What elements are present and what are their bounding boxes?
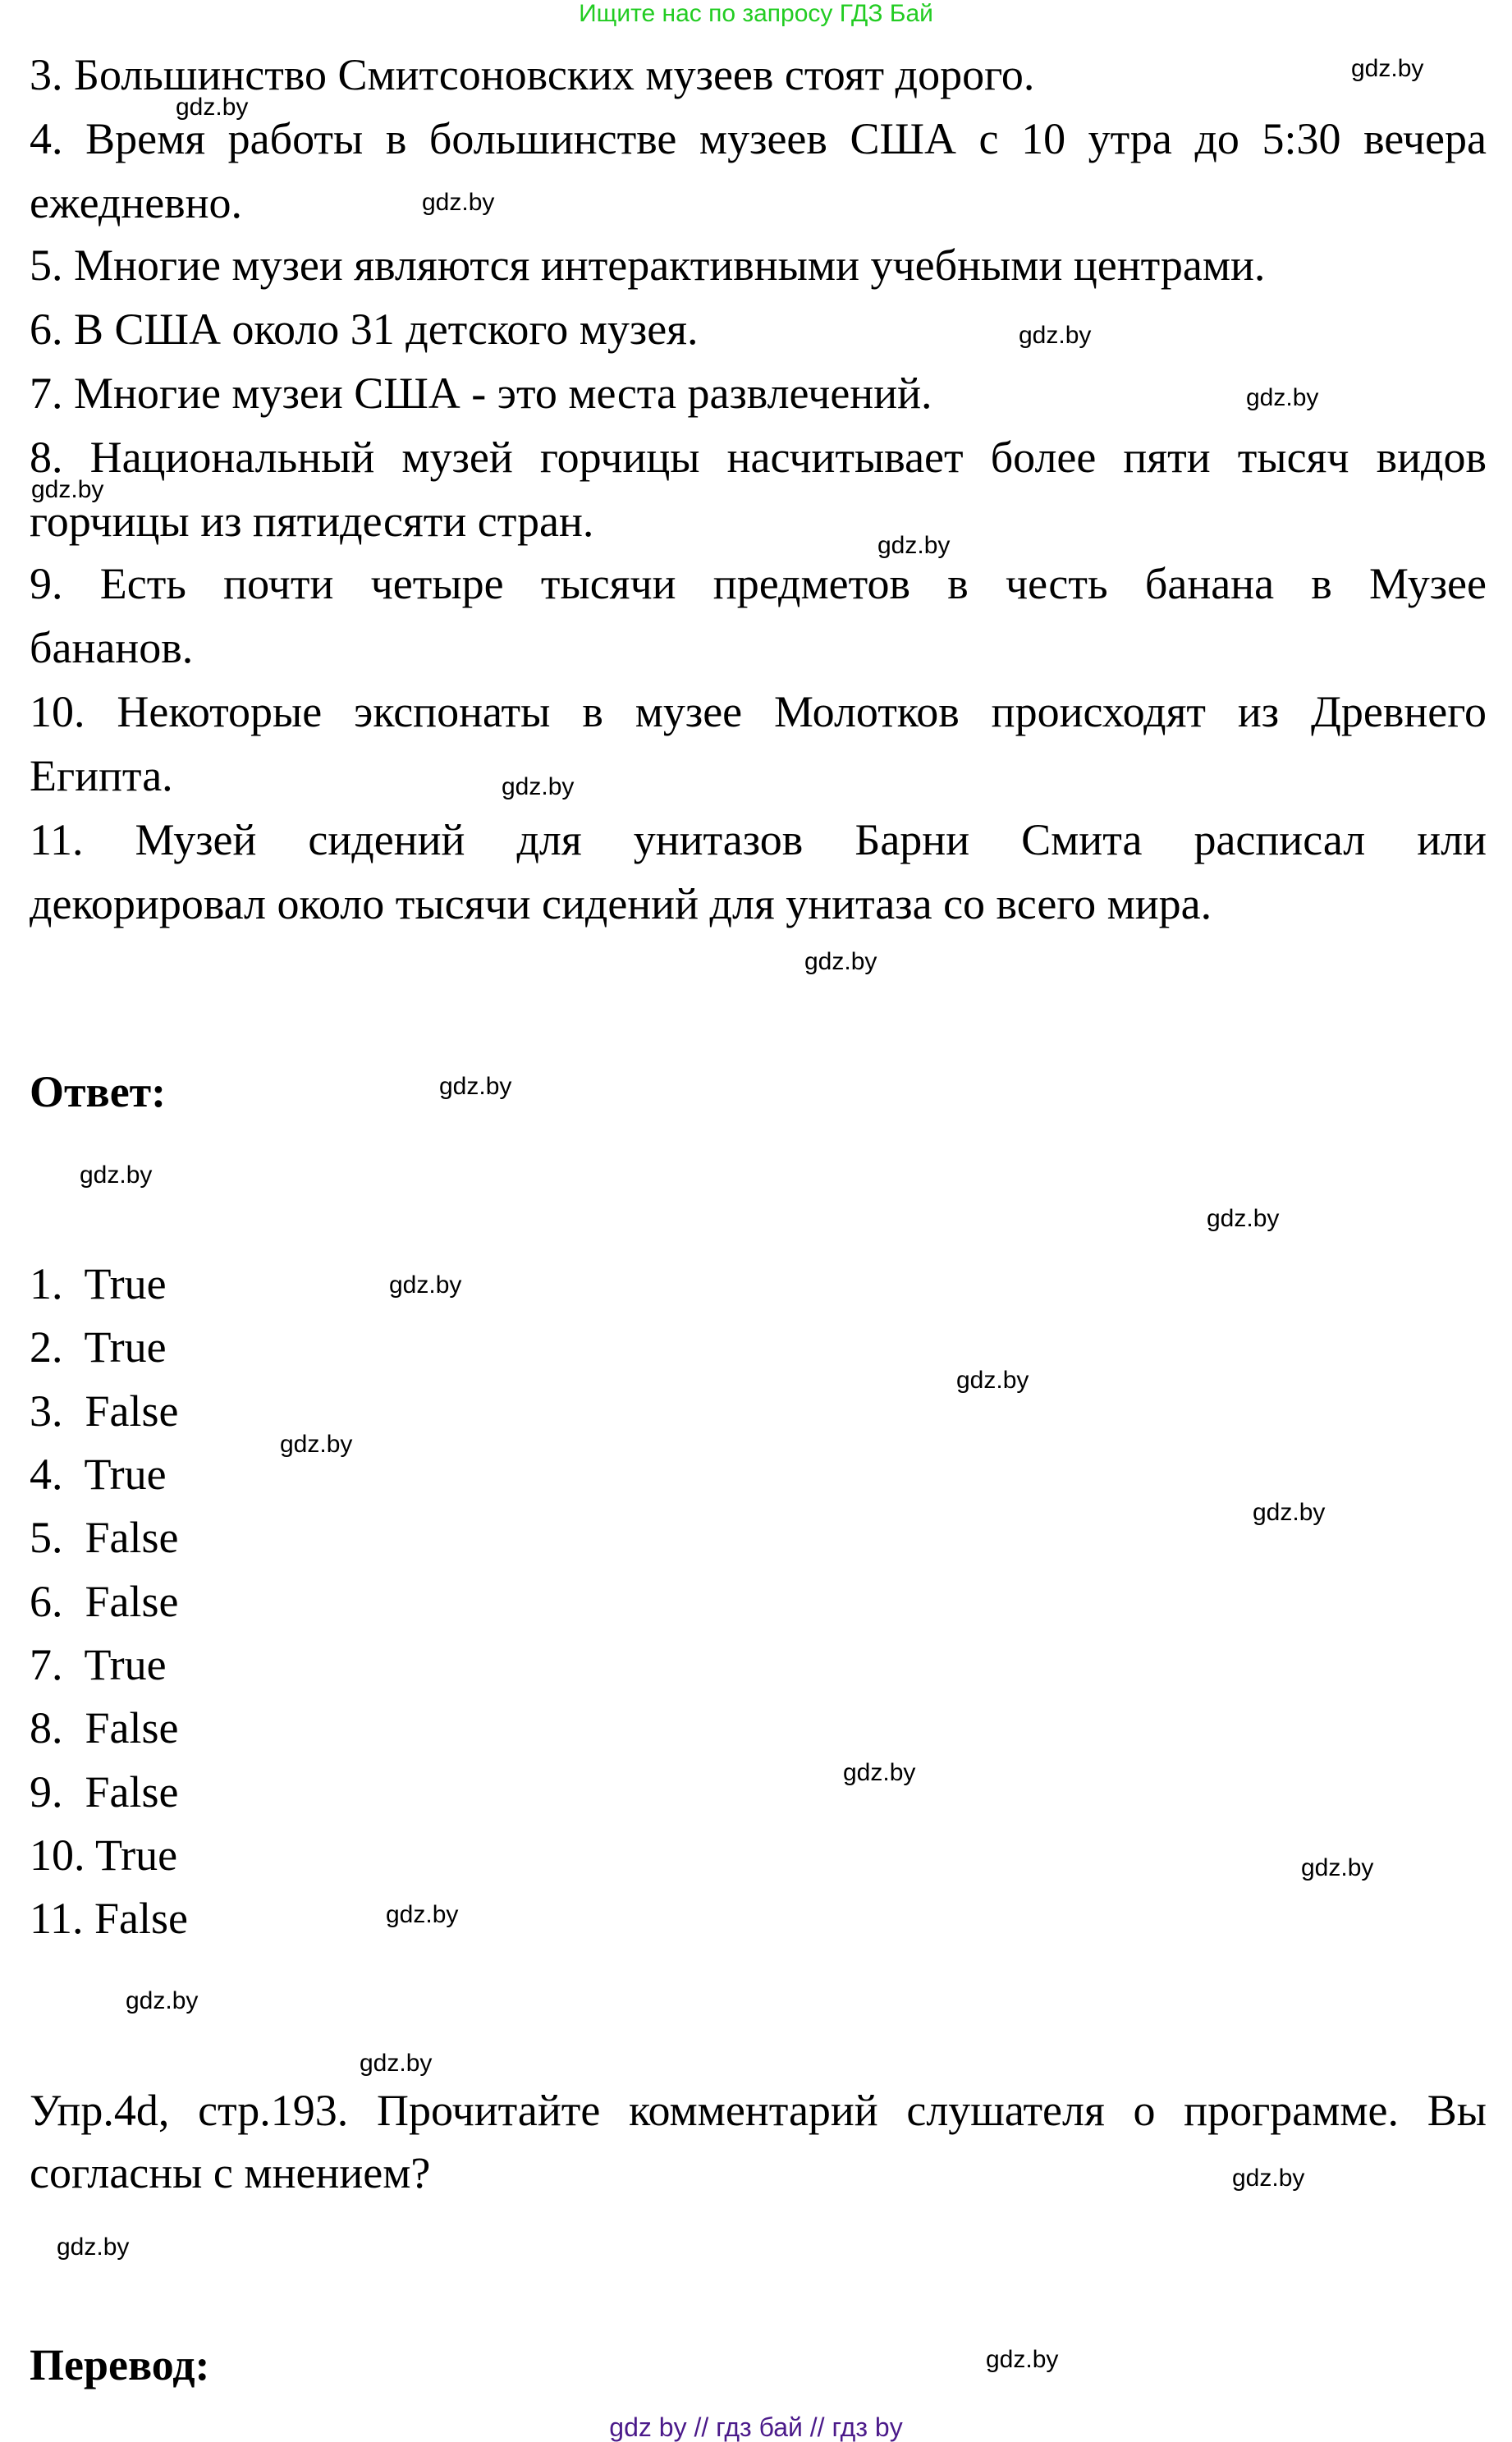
statement-line: горчицы из пятидесяти стран.	[30, 497, 594, 546]
search-banner[interactable]: Ищите нас по запросу ГДЗ Бай	[579, 0, 933, 27]
translation-heading: Перевод:	[30, 2340, 210, 2389]
watermark: gdz.by	[1301, 1854, 1374, 1881]
statement-line: 8. Национальный музей горчицы насчитывает более пяти тысяч видов	[30, 433, 1487, 482]
statement-line: 11. Музей сидений для унитазов Барни Смита расписал или	[30, 815, 1487, 864]
watermark: gdz.by	[502, 773, 575, 800]
watermark: gdz.by	[1246, 384, 1319, 411]
statement-line: 10. Некоторые экспонаты в музее Молотков происходят из Древнего	[30, 687, 1487, 736]
answer-item: 7. True	[30, 1640, 167, 1689]
footer-links[interactable]: gdz by // гдз бай // гдз by	[609, 2412, 903, 2442]
watermark: gdz.by	[877, 532, 951, 559]
watermark: gdz.by	[1232, 2165, 1305, 2192]
answer-item: 8. False	[30, 1703, 179, 1752]
answer-item: 6. False	[30, 1577, 179, 1626]
watermark: gdz.by	[956, 1367, 1029, 1394]
exercise-line: согласны с мнением?	[30, 2148, 431, 2197]
watermark: gdz.by	[1207, 1205, 1280, 1232]
answer-item: 2. True	[30, 1322, 167, 1372]
watermark: gdz.by	[80, 1161, 153, 1189]
statement-line: бананов.	[30, 623, 194, 672]
answer-item: 11. False	[30, 1894, 188, 1943]
answer-item: 4. True	[30, 1450, 167, 1499]
statement-line: Египта.	[30, 751, 173, 800]
watermark: gdz.by	[422, 189, 495, 216]
watermark: gdz.by	[360, 2050, 433, 2077]
statement-line: 9. Есть почти четыре тысячи предметов в честь банана в Музее	[30, 559, 1487, 608]
watermark: gdz.by	[439, 1073, 512, 1100]
watermark: gdz.by	[1253, 1499, 1326, 1526]
watermark: gdz.by	[804, 948, 877, 975]
answer-item: 10. True	[30, 1830, 178, 1880]
answer-item: 1. True	[30, 1259, 167, 1308]
statement-line: ежедневно.	[30, 178, 243, 227]
answer-item: 3. False	[30, 1386, 179, 1436]
statement-line: декорировал около тысячи сидений для унитаза со всего мира.	[30, 879, 1212, 928]
watermark: gdz.by	[1351, 55, 1424, 82]
watermark: gdz.by	[1019, 322, 1092, 349]
statement-line: 3. Большинство Смитсоновских музеев стоят дорого.	[30, 50, 1035, 99]
watermark: gdz.by	[386, 1901, 459, 1928]
watermark: gdz.by	[176, 94, 249, 121]
statement-line: 7. Многие музеи США - это места развлечений.	[30, 369, 932, 418]
watermark: gdz.by	[389, 1271, 462, 1299]
watermark: gdz.by	[126, 1987, 199, 2014]
exercise-line: Упр.4d, стр.193. Прочитайте комментарий слушателя о программе. Вы	[30, 2086, 1487, 2135]
statement-line: 6. В США около 31 детского музея.	[30, 305, 699, 354]
answer-item: 9. False	[30, 1767, 179, 1817]
watermark: gdz.by	[280, 1431, 353, 1458]
watermark: gdz.by	[31, 476, 104, 503]
answer-heading: Ответ:	[30, 1067, 167, 1116]
watermark: gdz.by	[986, 2346, 1059, 2373]
answer-item: 5. False	[30, 1513, 179, 1562]
statement-line: 4. Время работы в большинстве музеев США с 10 утра до 5:30 вечера	[30, 114, 1487, 163]
watermark: gdz.by	[57, 2234, 130, 2261]
statement-line: 5. Многие музеи являются интерактивными учебными центрами.	[30, 241, 1266, 290]
watermark: gdz.by	[843, 1759, 916, 1786]
